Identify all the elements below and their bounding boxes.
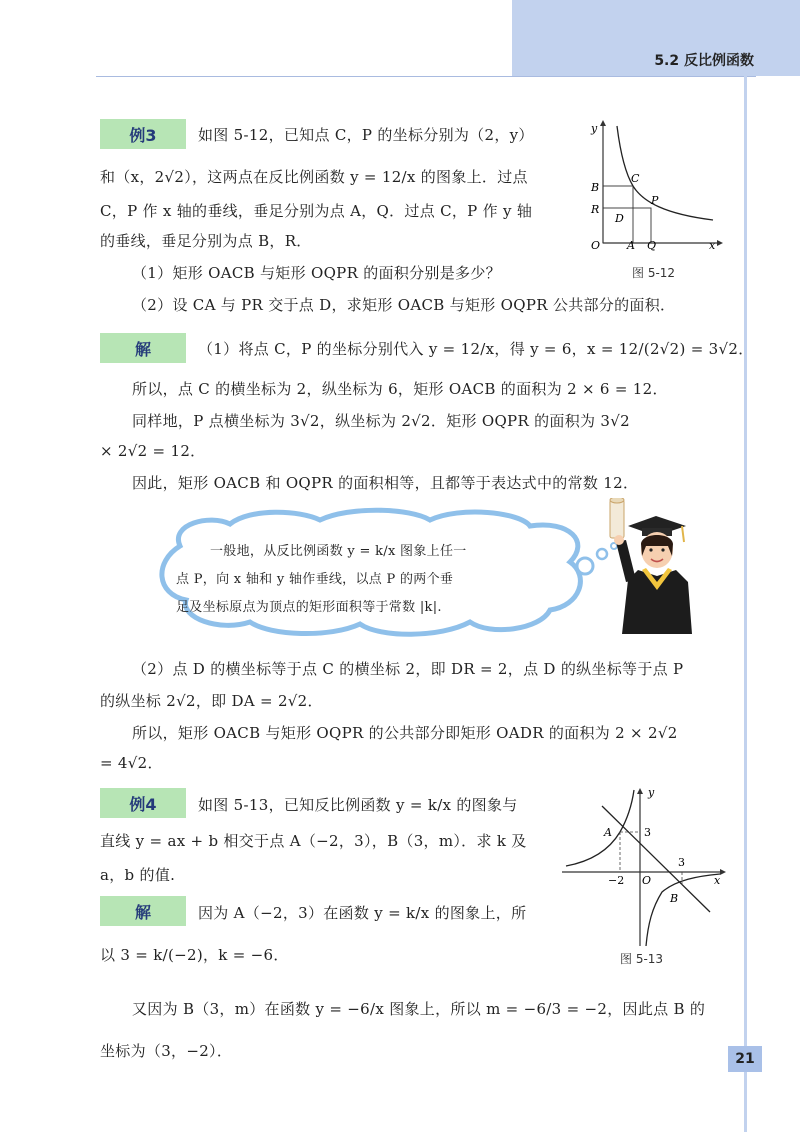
example3-line-1: 如图 5-12，已知点 C，P 的坐标分别为（2，y） — [198, 126, 534, 144]
section-title: 5.2 反比例函数 — [654, 53, 754, 69]
graduate-illustration — [606, 498, 698, 638]
fig512-label-c: C — [631, 172, 640, 185]
fig513-tick-3y: 3 — [644, 826, 651, 839]
solution3-line-4: × 2√2 = 12． — [100, 442, 206, 460]
example4-line-3: a，b 的值. — [100, 866, 176, 884]
fig512-label-x: x — [709, 239, 716, 252]
figure-5-12 — [585, 118, 725, 258]
part2-line-2: 的纵坐标 2√2，即 DA = 2√2． — [100, 692, 323, 710]
solution3-tag: 解 — [100, 333, 186, 363]
example3-line-3: C，P 作 x 轴的垂线，垂足分别为点 A，Q．过点 C，P 作 y 轴 — [100, 202, 533, 220]
fig513-tick-neg2: −2 — [608, 874, 625, 887]
fig512-label-y: y — [591, 122, 598, 135]
example4-tag: 例4 — [100, 788, 186, 818]
margin-rule — [744, 76, 747, 1132]
example3-line-4: 的垂线，垂足分别为点 B，R． — [100, 232, 312, 250]
part2-line-3: 所以，矩形 OACB 与矩形 OQPR 的公共部分即矩形 OADR 的面积为 2 × 2√2 — [132, 724, 678, 742]
example3-question-1: （1）矩形 OACB 与矩形 OQPR 的面积分别是多少？ — [132, 264, 501, 282]
solution4-line-1: 因为 A（−2，3）在函数 y = k/x 的图象上，所 — [198, 904, 527, 922]
example4-line-1: 如图 5-13，已知反比例函数 y = k/x 的图象与 — [198, 796, 518, 814]
fig512-label-r: R — [591, 203, 600, 216]
header-rule — [96, 76, 756, 77]
solution3-line-5: 因此，矩形 OACB 和 OQPR 的面积相等，且都等于表达式中的常数 12． — [132, 474, 639, 492]
solution4-line-4: 坐标为（3，−2）． — [100, 1042, 233, 1060]
figure-5-13-caption: 图 5-13 — [620, 952, 664, 966]
solution3-line-3: 同样地，P 点横坐标为 3√2，纵坐标为 2√2．矩形 OQPR 的面积为 3√2 — [132, 412, 630, 430]
fig513-label-y: y — [648, 786, 655, 799]
part2-line-4: = 4√2． — [100, 754, 163, 772]
figure-5-13 — [558, 784, 728, 950]
solution4-line-2: 以 3 = k/(−2)，k = −6． — [100, 946, 289, 964]
example3-line-2: 和（x，2√2），这两点在反比例函数 y = 12/x 的图象上．过点 — [100, 168, 528, 186]
fig513-label-o: O — [642, 874, 652, 887]
figure-5-12-caption: 图 5-12 — [632, 266, 676, 280]
solution4-line-3: 又因为 B（3，m）在函数 y = −6/x 图象上，所以 m = −6/3 = −2，因此点 B 的 — [132, 1000, 706, 1018]
cloud-line-1: 一般地，从反比例函数 y = k/x 图象上任一 — [210, 544, 467, 559]
solution4-tag: 解 — [100, 896, 186, 926]
example4-line-2: 直线 y = ax + b 相交于点 A（−2，3），B（3，m）．求 k 及 — [100, 832, 527, 850]
page-number: 21 — [728, 1046, 762, 1072]
cloud-line-3: 足及坐标原点为顶点的矩形面积等于常数 |k|. — [176, 600, 442, 615]
fig512-label-a: A — [627, 239, 635, 252]
fig512-label-d: D — [615, 212, 624, 225]
fig512-label-q: Q — [647, 239, 657, 252]
fig513-label-b: B — [670, 892, 679, 905]
solution3-line-1: （1）将点 C，P 的坐标分别代入 y = 12/x，得 y = 6，x = 12/(2√2) = 3√2． — [198, 340, 754, 358]
cloud-line-2: 点 P，向 x 轴和 y 轴作垂线，以点 P 的两个垂 — [176, 572, 454, 587]
fig512-label-b: B — [591, 181, 600, 194]
fig513-label-a: A — [604, 826, 612, 839]
solution3-line-2: 所以，点 C 的横坐标为 2，纵坐标为 6，矩形 OACB 的面积为 2 × 6 = 12． — [132, 380, 668, 398]
fig513-tick-3x: 3 — [678, 856, 685, 869]
fig512-label-p: P — [651, 194, 659, 207]
fig513-label-x: x — [714, 874, 721, 887]
part2-line-1: （2）点 D 的横坐标等于点 C 的横坐标 2，即 DR = 2，点 D 的纵坐标等于点 P — [132, 660, 684, 678]
example3-tag: 例3 — [100, 119, 186, 149]
example3-question-2: （2）设 CA 与 PR 交于点 D，求矩形 OACB 与矩形 OQPR 公共部分的面积． — [132, 296, 676, 314]
fig512-label-o: O — [591, 239, 601, 252]
